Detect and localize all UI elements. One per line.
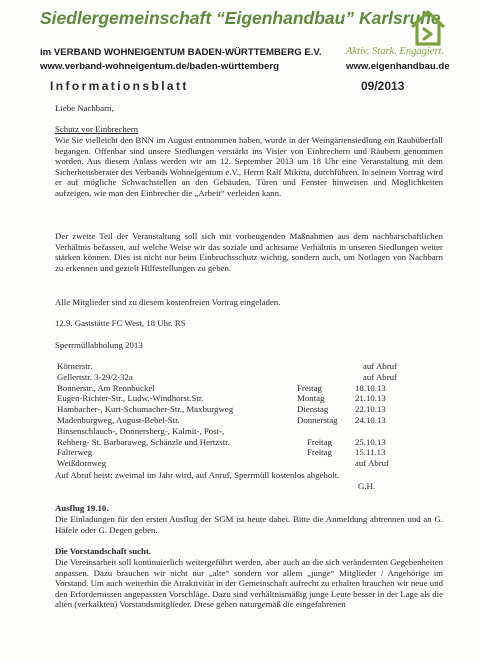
paragraph-einbrecher [55,135,443,199]
streets-cell: Madenburgweg, August-Bebel-Str. [57,414,180,425]
paragraph-vorstand [55,557,443,610]
streets-cell: Rehberg- St. Barbaraweg, Schänzle und Hertzstr. [57,436,230,447]
date-cell: 15.11.13 [355,447,386,458]
paragraph-nachbarschaft [55,231,443,273]
date-cell: 22.10.13 [355,404,386,415]
sperrmuell-schedule [57,361,397,469]
streets-cell: Weißdornweg [57,458,107,469]
streets-cell: Bonnerstr., Am Rennbuckel [57,382,155,393]
table-row [57,371,397,383]
streets-cell: Hambacher-, Kurt-Schumacher-Str., Maxburgweg [57,404,234,415]
author-initials: G.H. [358,481,376,491]
weekday-cell: Dienstag [297,404,329,415]
streets-cell: Körnerstr. [57,361,93,371]
table-row [57,404,386,415]
house-logo-icon [409,8,447,48]
table-row [57,436,386,448]
date-cell: auf Abruf [363,361,397,371]
association-title: Siedlergemeinschaft “Eigenhandbau” Karlsruhe [40,8,441,28]
association-subtitle: im VERBAND WOHNEIGENTUM BADEN-WÜRTTEMBERG E.V. [40,47,322,58]
date-cell: auf Abruf [355,458,389,469]
slogan: Aktiv. Stark. Engagiert. [346,46,445,57]
weekday-cell: Montag [297,393,325,404]
streets-cell: Eugen-Richter-Str., Ludw.-Windhorst.Str. [57,393,204,404]
table-row [57,382,386,394]
streets-cell: Binsenschlauch-, Donnersberg-, Kalmit-, Post-, [57,425,225,436]
paragraph-text: Der zweite Teil der Veranstaltung soll sich mit vorbeugenden Maßnahmen aus dem nachbarschaftlichen Verhältnis befassen, auf welche Weise wir das soziale und achtsame Verhältnis in unseren Siedlungen weiter stärken können. Dies ist nicht nur beim Einbruchsschutz wichtig, sondern auch, um Notlagen von Nachbarn zu erkennen und gezielt Hilfestellungen zu geben. [55,231,443,273]
date-cell: 24.10.13 [355,414,386,425]
table-row [57,426,377,437]
table-row [57,414,386,426]
table-row [57,458,389,469]
invitation-line: Alle Mitglieder sind zu diesem kostenfreien Vortrag eingeladen. [55,297,281,307]
date-cell: 18.10.13 [355,382,386,393]
issue-number: 09/2013 [361,79,405,93]
section-heading-vorstand: Die Vorstandschaft sucht. [55,546,152,556]
sperrmuell-note: Auf Abruf heist: zweimal im Jahr wird, auf Anruf, Sperrmüll kostenlos abgeholt. [55,470,340,480]
section-heading-ausflug: Ausflug 19.10. [55,503,109,513]
date-cell: 25.10.13 [355,436,386,447]
venue-line: 12.9. Gaststätte FC West, 18 Uhr. RS [55,318,186,328]
weekday-cell: Freitag [307,436,332,447]
greeting: Liebe Nachbarn, [55,103,114,113]
weekday-cell: Donnerstag [297,414,338,425]
section-heading-einbrecher: Schutz vor Einbrechern [55,124,139,134]
streets-cell: Gellertstr. 3-29/2-32a [57,371,133,382]
weekday-cell: Freitag [307,447,332,458]
paragraph-text: Die Vereinsarbeit soll kontinuierlich weitergeführt werden, aber auch an die sich verändernten Gegebenheiten anpassen. Dazu brauchen wir nicht nur „alte“ sondern vor allem „junge“ Mitglieder / Angehörige im Vorstand. Um auch weiterhin die Atraktivität in der Gemeinschaft aufrecht zu erhalten brauchen wir neue und den Erfordernissen angepassten Vorschläge. Dazu sind verhältnismäßig junge Leute besser in der Lage als die alten (verkalkten) Vorstandsmitglieder. Diese gehen naturgemäß die eingefahrenen [55,557,443,610]
table-row [57,447,386,458]
association-website-link[interactable]: www.eigenhandbau.de [346,61,450,72]
section-heading-sperrmuell: Sperrmüllabholung 2013 [55,340,143,350]
verband-website-link[interactable]: www.verband-wohneigentum.de/baden-württemberg [40,61,279,72]
date-cell: 21.10.13 [355,393,386,404]
table-row [57,393,386,404]
table-row [57,361,397,372]
weekday-cell: Freitag [297,382,322,393]
document-title: Informationsblatt [50,79,189,93]
paragraph-ausflug [55,514,443,535]
streets-cell: Falterweg [57,447,93,458]
date-cell: auf Abruf [363,371,397,382]
paragraph-text: Die Einladungen für den ersten Ausflug der SGM ist heute dabei. Bitte die Anmeldung abtrennen und an G. Häfele oder G. Degen geben. [55,514,443,535]
paragraph-text: Wie Sie vielleicht den BNN im August entnommen haben, wurde in der Weingärtensiedlung ein Raubüberfall begangen. Offenbar sind unsere Siedlungen verstärkt ins Visier von Einbrechern und Räubern genommen worden. Aus diesem Anlass werden wir am 12. September 2013 um 18 Uhr eine Veranstaltung mit dem Sicherheitsberater des Verbands Wohneigentum e.V., Herrn Ralf Mikitta, durchführen. In seinem Vortrag wird er auf mögliche Schwachstellen an den Gebäuden, Türen und Fenster hinweisen und Möglichkeiten aufzeigen, wie man den Einbrecher die „Arbeit“ verleiden kann. [55,135,443,198]
